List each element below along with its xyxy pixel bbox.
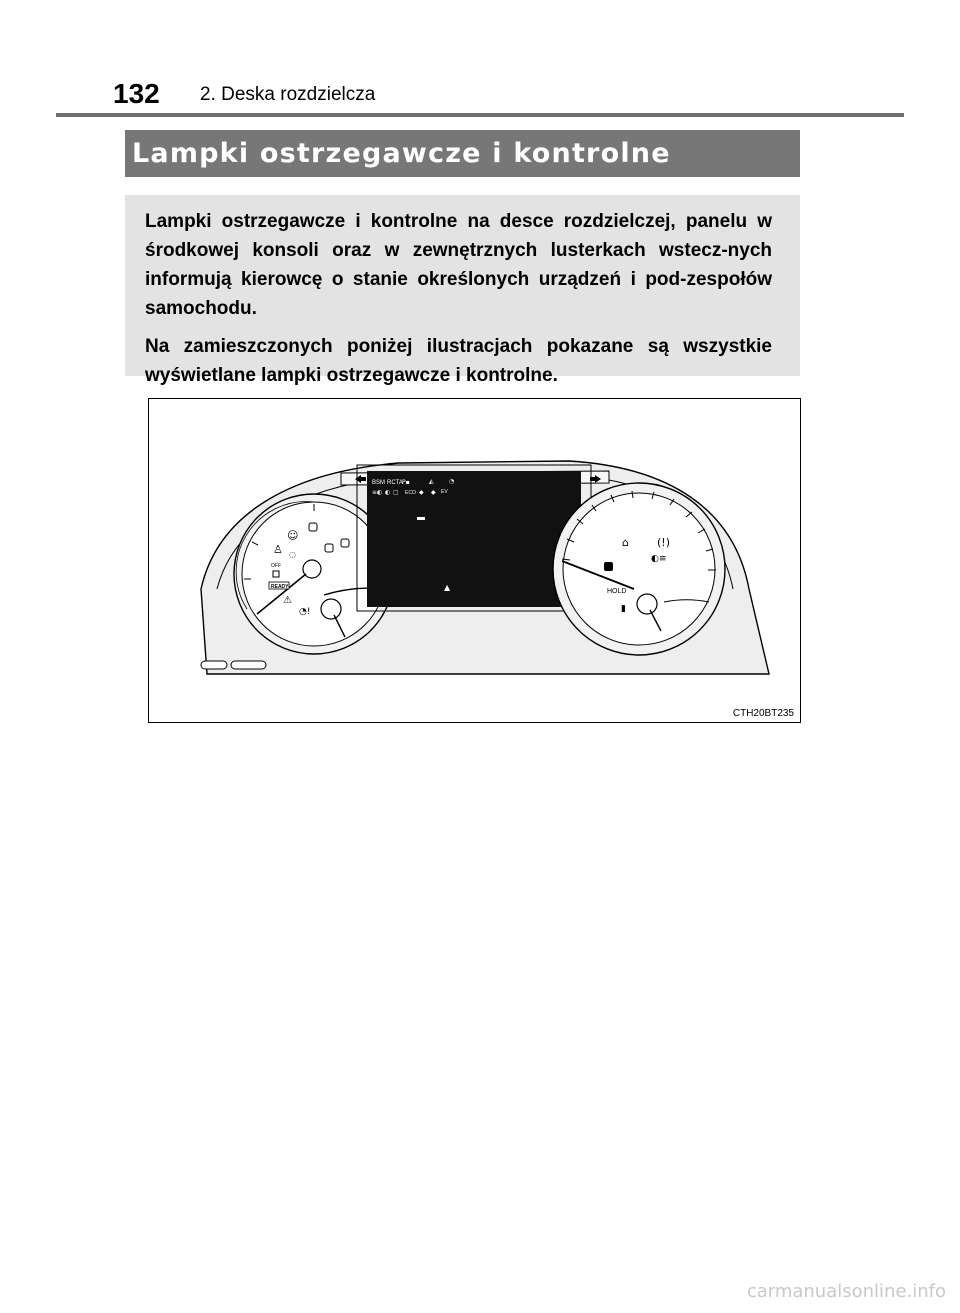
fuel-icon: ▮ [621,604,626,614]
chapter-title: 2. Deska rozdzielcza [200,84,376,105]
engine-check-icon: ⌂ [622,536,629,549]
seatbelt-icon: ♙ [273,543,283,556]
footer-watermark: carmanualsonline.info [746,1281,946,1302]
svg-text:P▪: P▪ [402,479,410,486]
intro-paragraph-1: Lampki ostrzegawcze i kontrolne na desce rozdzielczej, panelu w środkowej konsoli oraz w zewnętrznych lusterkach wstecz-nych informują kierowcę o stanie określonych urządzeń i pod-zespołów samochodu. [145,211,772,319]
svg-text:◭: ◭ [429,478,434,485]
label-hold: HOLD [607,588,627,595]
svg-text:◌: ◌ [289,550,296,559]
tire-pressure-icon: (!) [657,536,670,549]
figure-frame [148,398,801,723]
svg-text:▢: ▢ [393,489,399,496]
intro-paragraph-2: Na zamieszczonych poniżej ilustracjach pokazane są wszystkie wyświetlane lampki ostrzegawcze i kontrolne. [145,336,772,386]
headlight-icon: ◐≡ [651,554,667,564]
label-ev: EV [441,489,448,495]
label-ready: READY [271,584,289,590]
airbag-icon: ☺ [287,529,299,542]
brake-hold-icon [604,562,613,571]
figure-code: CTH20BT235 [732,708,794,719]
intro-box [125,195,800,386]
section-banner: Lampki ostrzegawcze i kontrolne [125,130,800,177]
svg-text:◔: ◔ [449,478,455,485]
svg-text:≡◐: ≡◐ [372,489,383,496]
svg-text:◆: ◆ [419,489,424,496]
multi-information-display [367,471,581,607]
warning-triangle-icon: ⚠ [283,595,292,606]
slip-indicator-icon: ◔! [299,607,311,617]
label-bsm: BSM [372,480,386,486]
label-rcta: RCTA [387,480,403,486]
instrument-cluster-illustration [149,399,800,722]
header-rule [56,113,904,117]
svg-text:▲: ▲ [444,583,451,592]
svg-text:◆: ◆ [431,489,436,496]
label-eco: ECO [405,490,416,496]
svg-text:◐: ◐ [385,489,391,496]
page-number: 132 [113,78,160,109]
label-off: OFF [271,563,281,569]
